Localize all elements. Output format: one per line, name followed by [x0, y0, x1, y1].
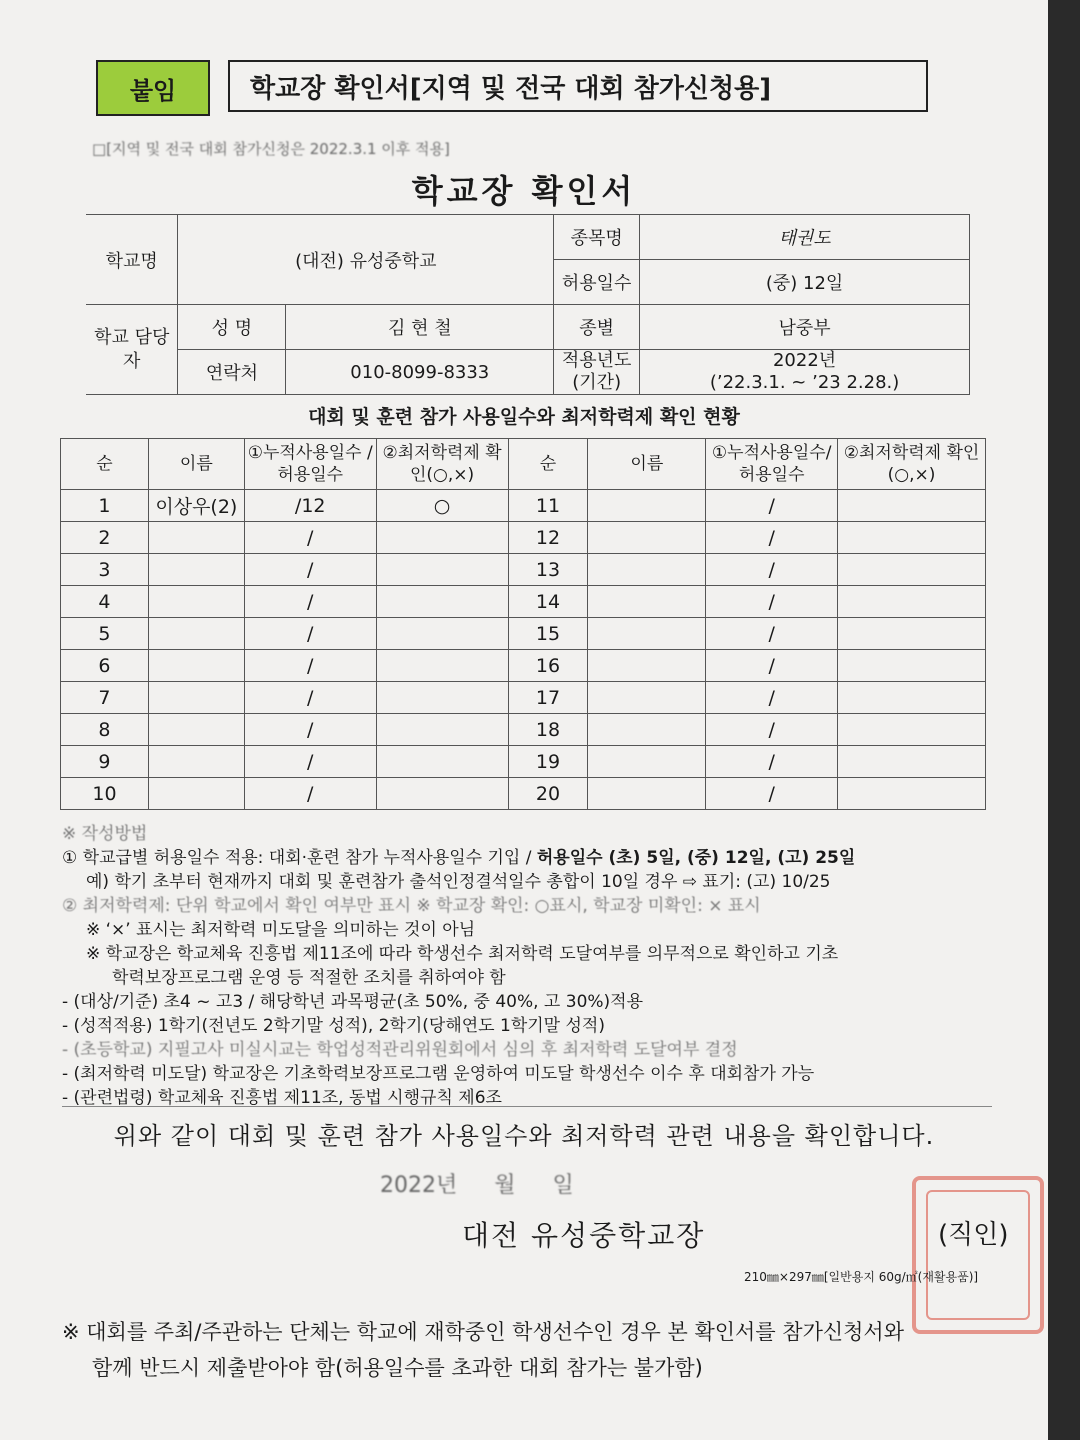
footer-line-1: ※ 대회를 주최/주관하는 단체는 학교에 재학중인 학생선수인 경우 본 확인서를 참가신청서와: [62, 1320, 905, 1344]
gender-label: 종별: [554, 305, 640, 350]
table-row: [61, 778, 986, 810]
event-value: 태권도: [640, 215, 970, 260]
row-name-right: [588, 586, 706, 618]
table-row: [61, 586, 986, 618]
row-no: 1: [61, 490, 149, 522]
row-min-right: [838, 522, 986, 554]
row-no-right: 19: [508, 746, 588, 778]
paper-spec: 210㎜×297㎜[일반용지 60g/㎡(재활용품)]: [744, 1270, 979, 1284]
row-no: 2: [61, 522, 149, 554]
row-name: [148, 682, 244, 714]
row-name-right: [588, 522, 706, 554]
row-days: /: [244, 650, 376, 682]
row-days-right: /: [706, 778, 838, 810]
row-min: [376, 714, 508, 746]
school-value: (대전) 유성중학교: [178, 215, 554, 305]
note-1-bold: 허용일수 (초) 5일, (중) 12일, (고) 25일: [536, 848, 856, 868]
row-no: 10: [61, 778, 149, 810]
row-no: 3: [61, 554, 149, 586]
row-no-right: 17: [508, 682, 588, 714]
period-value: (’22.3.1. ~ ’23 2.28.): [709, 372, 900, 393]
gender-value: 남중부: [640, 305, 970, 350]
row-min: [376, 618, 508, 650]
row-min: [376, 682, 508, 714]
row-min-right: [838, 618, 986, 650]
header-days: ①누적사용일수 /허용일수: [244, 439, 376, 490]
row-days: /: [244, 778, 376, 810]
row-days: /: [244, 714, 376, 746]
header-days-right: ①누적사용일수/ 허용일수: [706, 439, 838, 490]
detail-1: - (대상/기준) 초4 ~ 고3 / 해당학년 과목평균(초 50%, 중 40%, 고 30%)적용: [62, 992, 644, 1012]
row-min-right: [838, 650, 986, 682]
principal-signature-line: 대전 유성중학교장: [462, 1219, 706, 1252]
note-2-b-cont: 학력보장프로그램 운영 등 적절한 조치를 취하여야 함: [112, 968, 506, 988]
row-name-right: [588, 746, 706, 778]
row-min: [376, 778, 508, 810]
row-min: ○: [376, 490, 508, 522]
confirmation-statement: 위와 같이 대회 및 훈련 참가 사용일수와 최저학력 관련 내용을 확인합니다.: [113, 1122, 935, 1150]
row-days: /: [244, 682, 376, 714]
row-name-right: [588, 490, 706, 522]
header-min-right: ②최저학력제 확인(○,×): [838, 439, 986, 490]
row-no-right: 16: [508, 650, 588, 682]
year-value: 2022년: [772, 350, 837, 371]
row-days-right: /: [706, 650, 838, 682]
document-heading: 학교장 확인서[지역 및 전국 대회 참가신청용]: [228, 60, 928, 112]
detail-3: - (초등학교) 지필고사 미실시교는 학업성적관리위원회에서 심의 후 최저학력 도달여부 결정: [62, 1040, 738, 1060]
row-no: 7: [61, 682, 149, 714]
page-title: 학교장 확인서: [411, 172, 637, 210]
detail-2: - (성적적용) 1학기(전년도 2학기말 성적), 2학기(당해연도 1학기말 성적): [62, 1016, 605, 1036]
school-label: 학교명: [86, 215, 178, 305]
row-min: [376, 522, 508, 554]
row-min: [376, 554, 508, 586]
row-name: 이상우(2): [148, 490, 244, 522]
row-no-right: 12: [508, 522, 588, 554]
row-no: 6: [61, 650, 149, 682]
school-info-table: [86, 214, 970, 395]
row-min-right: [838, 554, 986, 586]
notes-title: ※ 작성방법: [62, 824, 148, 844]
row-no-right: 15: [508, 618, 588, 650]
event-label: 종목명: [554, 215, 640, 260]
detail-4: - (최저학력 미도달) 학교장은 기초학력보장프로그램 운영하여 미도달 학생선수 이수 후 대회참가 가능: [62, 1064, 815, 1084]
table-row: [61, 522, 986, 554]
row-no-right: 20: [508, 778, 588, 810]
contact-value: 010-8099-8333: [286, 350, 554, 395]
allowed-days-value: (중) 12일: [640, 260, 970, 305]
note-2: ② 최저학력제: 단위 학교에서 확인 여부만 표시 ※ 학교장 확인: ○표시, 학교장 미확인: × 표시: [62, 896, 761, 916]
section-title: 대회 및 훈련 참가 사용일수와 최저학력제 확인 현황: [308, 406, 740, 428]
manager-label: 학교 담당자: [86, 305, 178, 395]
grid-header-row: [61, 439, 986, 490]
row-days: /: [244, 618, 376, 650]
table-row: [61, 650, 986, 682]
row-days-right: /: [706, 586, 838, 618]
row-no-right: 14: [508, 586, 588, 618]
row-name-right: [588, 650, 706, 682]
row-days-right: /: [706, 490, 838, 522]
row-days-right: /: [706, 522, 838, 554]
table-row: [61, 490, 986, 522]
row-days-right: /: [706, 554, 838, 586]
table-row: [61, 682, 986, 714]
note-1-text: ① 학교급별 허용일수 적용: 대회·훈련 참가 누적사용일수 기입 /: [62, 848, 537, 868]
row-days: /12: [244, 490, 376, 522]
row-no-right: 13: [508, 554, 588, 586]
row-no: 5: [61, 618, 149, 650]
notes-section: [62, 822, 1002, 1110]
attachment-tag: 붙임: [96, 60, 210, 116]
official-seal-stamp: [912, 1176, 1044, 1334]
header-name-right: 이름: [588, 439, 706, 490]
row-min-right: [838, 778, 986, 810]
contact-label: 연락처: [178, 350, 286, 395]
header-no: 순: [61, 439, 149, 490]
row-no-right: 11: [508, 490, 588, 522]
row-name-right: [588, 682, 706, 714]
row-days: /: [244, 522, 376, 554]
note-1: [62, 846, 1002, 870]
year-label: 적용년도 (기간): [554, 350, 640, 395]
header-no-right: 순: [508, 439, 588, 490]
row-days-right: /: [706, 682, 838, 714]
note-1-example: 예) 학기 초부터 현재까지 대회 및 훈련참가 출석인정결석일수 총합이 10일 경우 ⇨ 표기: (고) 10/25: [86, 872, 831, 892]
row-name: [148, 618, 244, 650]
row-name-right: [588, 554, 706, 586]
header-min: ②최저학력제 확인(○,×): [376, 439, 508, 490]
row-name: [148, 778, 244, 810]
row-name-right: [588, 714, 706, 746]
note-2-b: ※ 학교장은 학교체육 진흥법 제11조에 따라 학생선수 최저학력 도달여부를 의무적으로 확인하고 기초: [86, 944, 839, 964]
row-days-right: /: [706, 714, 838, 746]
row-name: [148, 650, 244, 682]
row-days: /: [244, 554, 376, 586]
row-min-right: [838, 682, 986, 714]
row-no-right: 18: [508, 714, 588, 746]
row-min: [376, 746, 508, 778]
row-min: [376, 586, 508, 618]
table-row: [61, 554, 986, 586]
row-days: /: [244, 586, 376, 618]
table-row: [61, 618, 986, 650]
table-row: [61, 714, 986, 746]
row-no: 8: [61, 714, 149, 746]
row-name: [148, 554, 244, 586]
row-days: /: [244, 746, 376, 778]
detail-5: - (관련법령) 학교체육 진흥법 제11조, 동법 시행규칙 제6조: [62, 1088, 502, 1108]
row-days-right: /: [706, 746, 838, 778]
row-name: [148, 522, 244, 554]
row-name-right: [588, 618, 706, 650]
row-min-right: [838, 490, 986, 522]
footer-note: [62, 1314, 1002, 1386]
row-min-right: [838, 586, 986, 618]
row-no: 4: [61, 586, 149, 618]
row-min-right: [838, 746, 986, 778]
note-2-a: ※ ‘×’ 표시는 최저학력 미도달을 의미하는 것이 아님: [86, 920, 476, 940]
row-days-right: /: [706, 618, 838, 650]
allowed-days-label: 허용일수: [554, 260, 640, 305]
header-row: [96, 60, 928, 116]
header-name: 이름: [148, 439, 244, 490]
name-label: 성 명: [178, 305, 286, 350]
table-row: [61, 746, 986, 778]
name-value: 김 현 철: [286, 305, 554, 350]
date-line: 2022년 월 일: [380, 1173, 574, 1198]
divider: [62, 1106, 992, 1107]
applicability-note: □[지역 및 전국 대회 참가신청은 2022.3.1 이후 적용]: [92, 140, 450, 158]
usage-grid: [60, 438, 986, 810]
seal-label: (직인): [938, 1220, 1009, 1250]
row-name-right: [588, 778, 706, 810]
row-no: 9: [61, 746, 149, 778]
year-cell: [640, 350, 970, 395]
footer-line-2: 함께 반드시 제출받아야 함(허용일수를 초과한 대회 참가는 불가함): [92, 1356, 703, 1380]
row-min-right: [838, 714, 986, 746]
row-min: [376, 650, 508, 682]
row-name: [148, 586, 244, 618]
row-name: [148, 746, 244, 778]
row-name: [148, 714, 244, 746]
